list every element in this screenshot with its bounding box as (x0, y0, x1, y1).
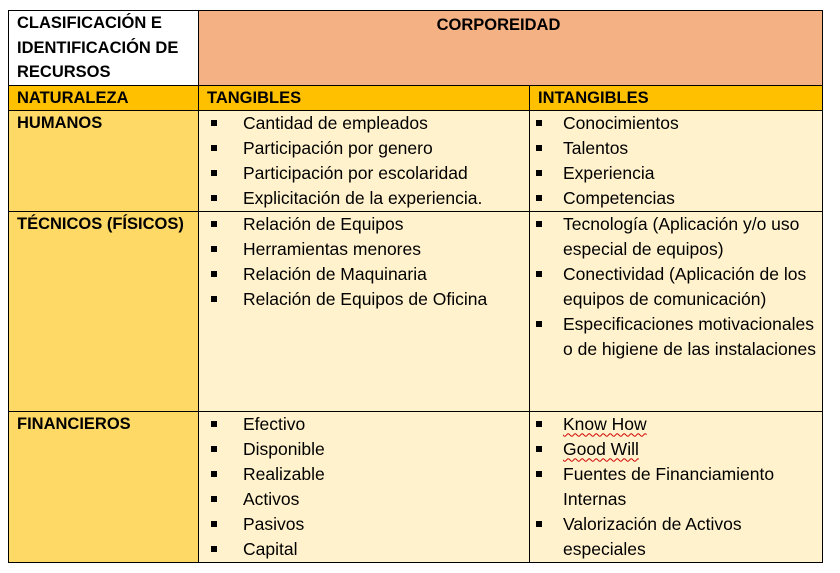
bullet-icon (211, 496, 217, 502)
bullet-icon (536, 271, 542, 277)
naturaleza-label: NATURALEZA (17, 88, 129, 107)
corporeidad-header-cell (199, 11, 823, 86)
tangibles-cell (199, 211, 530, 411)
bullet-icon (211, 246, 217, 252)
tangibles-label: TANGIBLES (207, 88, 302, 107)
row-tecnicos (9, 211, 823, 411)
bullet-icon (536, 421, 542, 427)
intangibles-label: INTANGIBLES (538, 88, 649, 107)
tangibles-cell (199, 411, 530, 562)
list-item: Disponible (199, 437, 529, 462)
tangibles-header (199, 85, 530, 110)
list-item: Experiencia (530, 161, 822, 186)
bullet-icon (536, 521, 542, 527)
list-item: Participación por escolaridad (199, 161, 529, 186)
bullet-icon (211, 145, 217, 151)
header-left-cell (9, 11, 199, 86)
list-item: Talentos (530, 136, 822, 161)
list-item: Herramientas menores (199, 237, 529, 262)
bullet-icon (536, 471, 542, 477)
bullet-icon (536, 120, 542, 126)
list-item: Especificaciones motivacionales o de higiene de las instalaciones (530, 312, 822, 362)
bullet-icon (211, 296, 217, 302)
tangibles-cell (199, 110, 530, 211)
bullet-icon (211, 271, 217, 277)
table-title: CLASIFICACIÓN E IDENTIFICACIÓN DE RECURSOS (17, 14, 179, 81)
bullet-icon (536, 145, 542, 151)
list-item: Relación de Maquinaria (199, 262, 529, 287)
intangibles-header (530, 85, 823, 110)
bullet-icon (211, 446, 217, 452)
resources-table (8, 10, 823, 563)
bullet-icon (536, 446, 542, 452)
bullet-icon (211, 120, 217, 126)
list-item: Valorización de Activos especiales (530, 512, 822, 562)
bullet-icon (536, 221, 542, 227)
list-item: Pasivos (199, 512, 529, 537)
row-label-cell (9, 110, 199, 211)
list-item: Conectividad (Aplicación de los equipos de comunicación) (530, 262, 822, 312)
intangibles-cell (530, 211, 823, 411)
row-label-cell (9, 211, 199, 411)
list-item: Know How (530, 412, 822, 437)
bullet-icon (536, 170, 542, 176)
list-item: Tecnología (Aplicación y/o uso especial de equipos) (530, 212, 822, 262)
bullet-icon (211, 546, 217, 552)
list-item: Relación de Equipos de Oficina (199, 287, 529, 312)
list-item: Efectivo (199, 412, 529, 437)
list-item: Cantidad de empleados (199, 111, 529, 136)
list-item: Relación de Equipos (199, 212, 529, 237)
list-item: Explicitación de la experiencia. (199, 186, 529, 211)
list-item: Activos (199, 487, 529, 512)
row-financieros (9, 411, 823, 562)
list-item: Capital (199, 537, 529, 562)
list-item: Fuentes de Financiamiento Internas (530, 462, 822, 512)
intangibles-cell (530, 110, 823, 211)
row-label: FINANCIEROS (17, 414, 131, 433)
bullet-icon (211, 421, 217, 427)
header-row (9, 11, 823, 86)
list-item: Participación por genero (199, 136, 529, 161)
bullet-icon (211, 195, 217, 201)
row-label: HUMANOS (17, 113, 103, 132)
corporeidad-title: CORPOREIDAD (436, 16, 561, 34)
row-humanos (9, 110, 823, 211)
bullet-icon (536, 195, 542, 201)
bullet-icon (211, 521, 217, 527)
subheader-row (9, 85, 823, 110)
bullet-icon (211, 471, 217, 477)
bullet-icon (211, 221, 217, 227)
naturaleza-header (9, 85, 199, 110)
list-item: Conocimientos (530, 111, 822, 136)
row-label: TÉCNICOS (FÍSICOS) (17, 214, 184, 233)
list-item: Competencias (530, 186, 822, 211)
row-label-cell (9, 411, 199, 562)
list-item: Realizable (199, 462, 529, 487)
bullet-icon (536, 321, 542, 327)
intangibles-cell (530, 411, 823, 562)
bullet-icon (211, 170, 217, 176)
list-item: Good Will (530, 437, 822, 462)
